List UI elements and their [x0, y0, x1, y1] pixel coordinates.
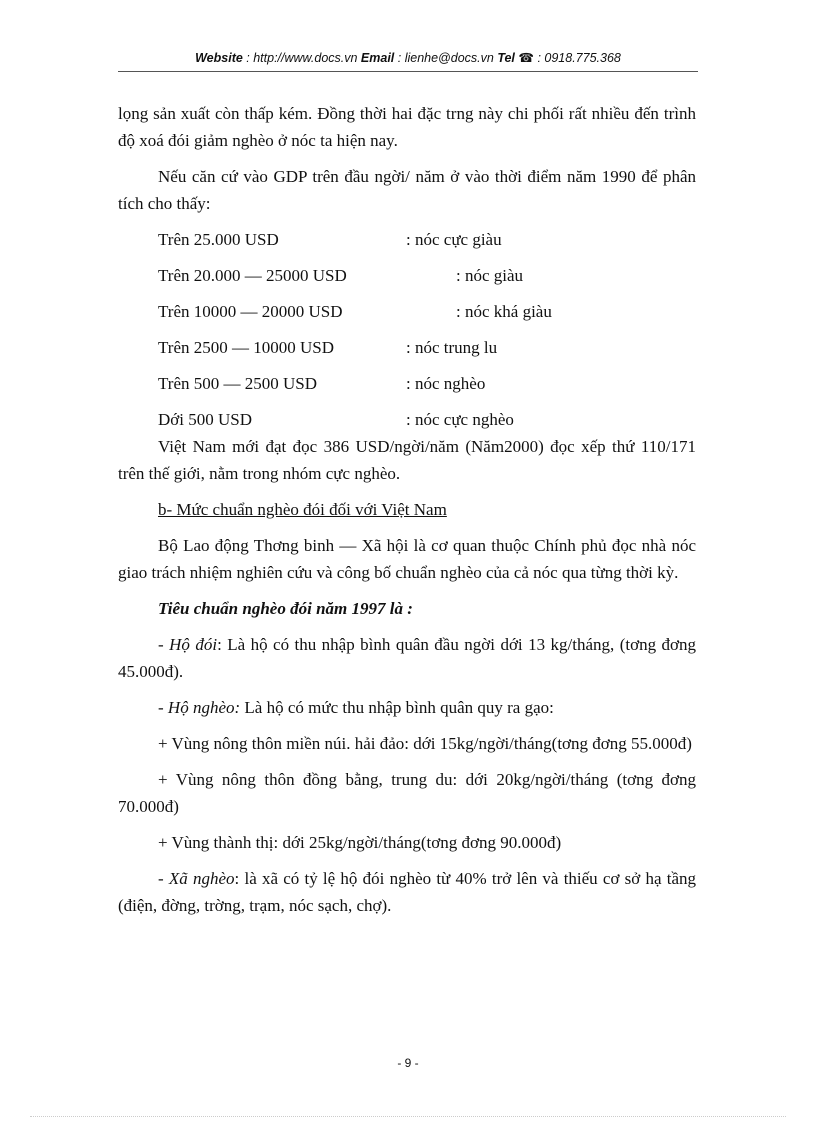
xa-ngheo-text: : là xã có tỷ lệ hộ đói nghèo từ 40% trở lên và thiếu cơ sở hạ tầng (điện, đờng, trờng, trạm, nóc sạch, chợ).	[118, 869, 697, 915]
ho-ngheo-term: Hộ nghèo:	[167, 698, 241, 717]
section-b-heading	[118, 496, 696, 523]
section-b-heading-text: b- Mức chuẩn nghèo đói đối với Việt Nam	[158, 500, 447, 519]
ho-doi-term: Hộ đói	[169, 635, 218, 654]
email-value: : lienhe@docs.vn	[394, 51, 498, 65]
gdp-row	[118, 334, 696, 361]
gdp-row	[118, 298, 696, 325]
tel-label: Tel	[497, 51, 515, 65]
region-item: + Vùng nông thôn miền núi. hải đảo: dới 15kg/ngời/tháng(tơng đơng 55.000đ)	[158, 734, 692, 753]
standard-1997-heading-text: Tiêu chuẩn nghèo đói năm 1997 là :	[158, 599, 413, 618]
ho-ngheo-definition: - Hộ nghèo: Là hộ có mức thu nhập bình quân quy ra gạo:	[158, 698, 554, 717]
tel-value: : 0918.775.368	[533, 51, 621, 65]
page-number: - 9 -	[397, 1056, 419, 1070]
paragraph-4: Bộ Lao động Thơng binh — Xã hội là cơ quan thuộc Chính phủ đọc nhà nóc giao trách nhiệm nghiên cứu và công bố chuẩn nghèo của cả nóc qua từng thời kỳ.	[118, 536, 696, 582]
email-label: Email	[360, 51, 395, 65]
xa-ngheo-term: Xã nghèo	[168, 869, 235, 888]
gdp-category: : nóc nghèo	[406, 374, 486, 393]
gdp-category: : nóc giàu	[456, 266, 524, 285]
region-item: + Vùng nông thôn đồng bằng, trung du: dới 20kg/ngời/tháng (tơng đơng 70.000đ)	[118, 770, 696, 816]
xa-ngheo-definition: - Xã nghèo: là xã có tỷ lệ hộ đói nghèo từ 40% trở lên và thiếu cơ sở hạ tầng (điện, đờng, trờng, trạm, nóc sạch, chợ).	[118, 869, 697, 915]
gdp-range: Trên 500 — 2500 USD	[158, 374, 318, 393]
gdp-row	[118, 370, 696, 397]
gdp-range: Trên 20.000 — 25000 USD	[158, 266, 347, 285]
gdp-range: Dới 500 USD	[158, 410, 252, 429]
gdp-row	[118, 262, 696, 289]
page-header	[118, 50, 698, 65]
phone-icon: ☎	[518, 51, 534, 65]
paragraph-1: lọng sản xuất còn thấp kém. Đồng thời hai đặc trng này chi phối rất nhiều đến trình độ xoá đói giảm nghèo ở nóc ta hiện nay.	[118, 104, 696, 150]
standard-1997-heading	[118, 595, 696, 622]
ho-ngheo-text: Là hộ có mức thu nhập bình quân quy ra gạo:	[240, 698, 554, 717]
paragraph-3: Việt Nam mới đạt đọc 386 USD/ngời/năm (Năm2000) đọc xếp thứ 110/171 trên thế giới, nằm trong nhóm cực nghèo.	[118, 437, 696, 483]
gdp-range: Trên 2500 — 10000 USD	[158, 338, 335, 357]
ho-doi-text: : Là hộ có thu nhập bình quân đầu ngời dới 13 kg/tháng, (tơng đơng 45.000đ).	[118, 635, 697, 681]
header-divider	[118, 71, 698, 72]
gdp-category: : nóc cực nghèo	[406, 410, 514, 429]
gdp-row	[118, 226, 696, 253]
website-value: : http://www.docs.vn	[242, 51, 361, 65]
gdp-range: Trên 25.000 USD	[158, 230, 279, 249]
website-label: Website	[195, 51, 243, 65]
bottom-divider	[30, 1116, 786, 1117]
gdp-category: : nóc khá giàu	[456, 302, 552, 321]
gdp-category: : nóc cực giàu	[406, 230, 502, 249]
gdp-range: Trên 10000 — 20000 USD	[158, 302, 343, 321]
document-body	[118, 100, 696, 928]
gdp-classification-table	[118, 226, 696, 433]
region-item: + Vùng thành thị: dới 25kg/ngời/tháng(tơng đơng 90.000đ)	[158, 833, 562, 852]
ho-doi-definition: - Hộ đói: Là hộ có thu nhập bình quân đầu ngời dới 13 kg/tháng, (tơng đơng 45.000đ).	[118, 635, 697, 681]
gdp-category: : nóc trung lu	[406, 338, 498, 357]
gdp-row	[118, 406, 696, 433]
paragraph-2: Nếu căn cứ vào GDP trên đầu ngời/ năm ở vào thời điểm năm 1990 để phân tích cho thấy:	[118, 167, 696, 213]
